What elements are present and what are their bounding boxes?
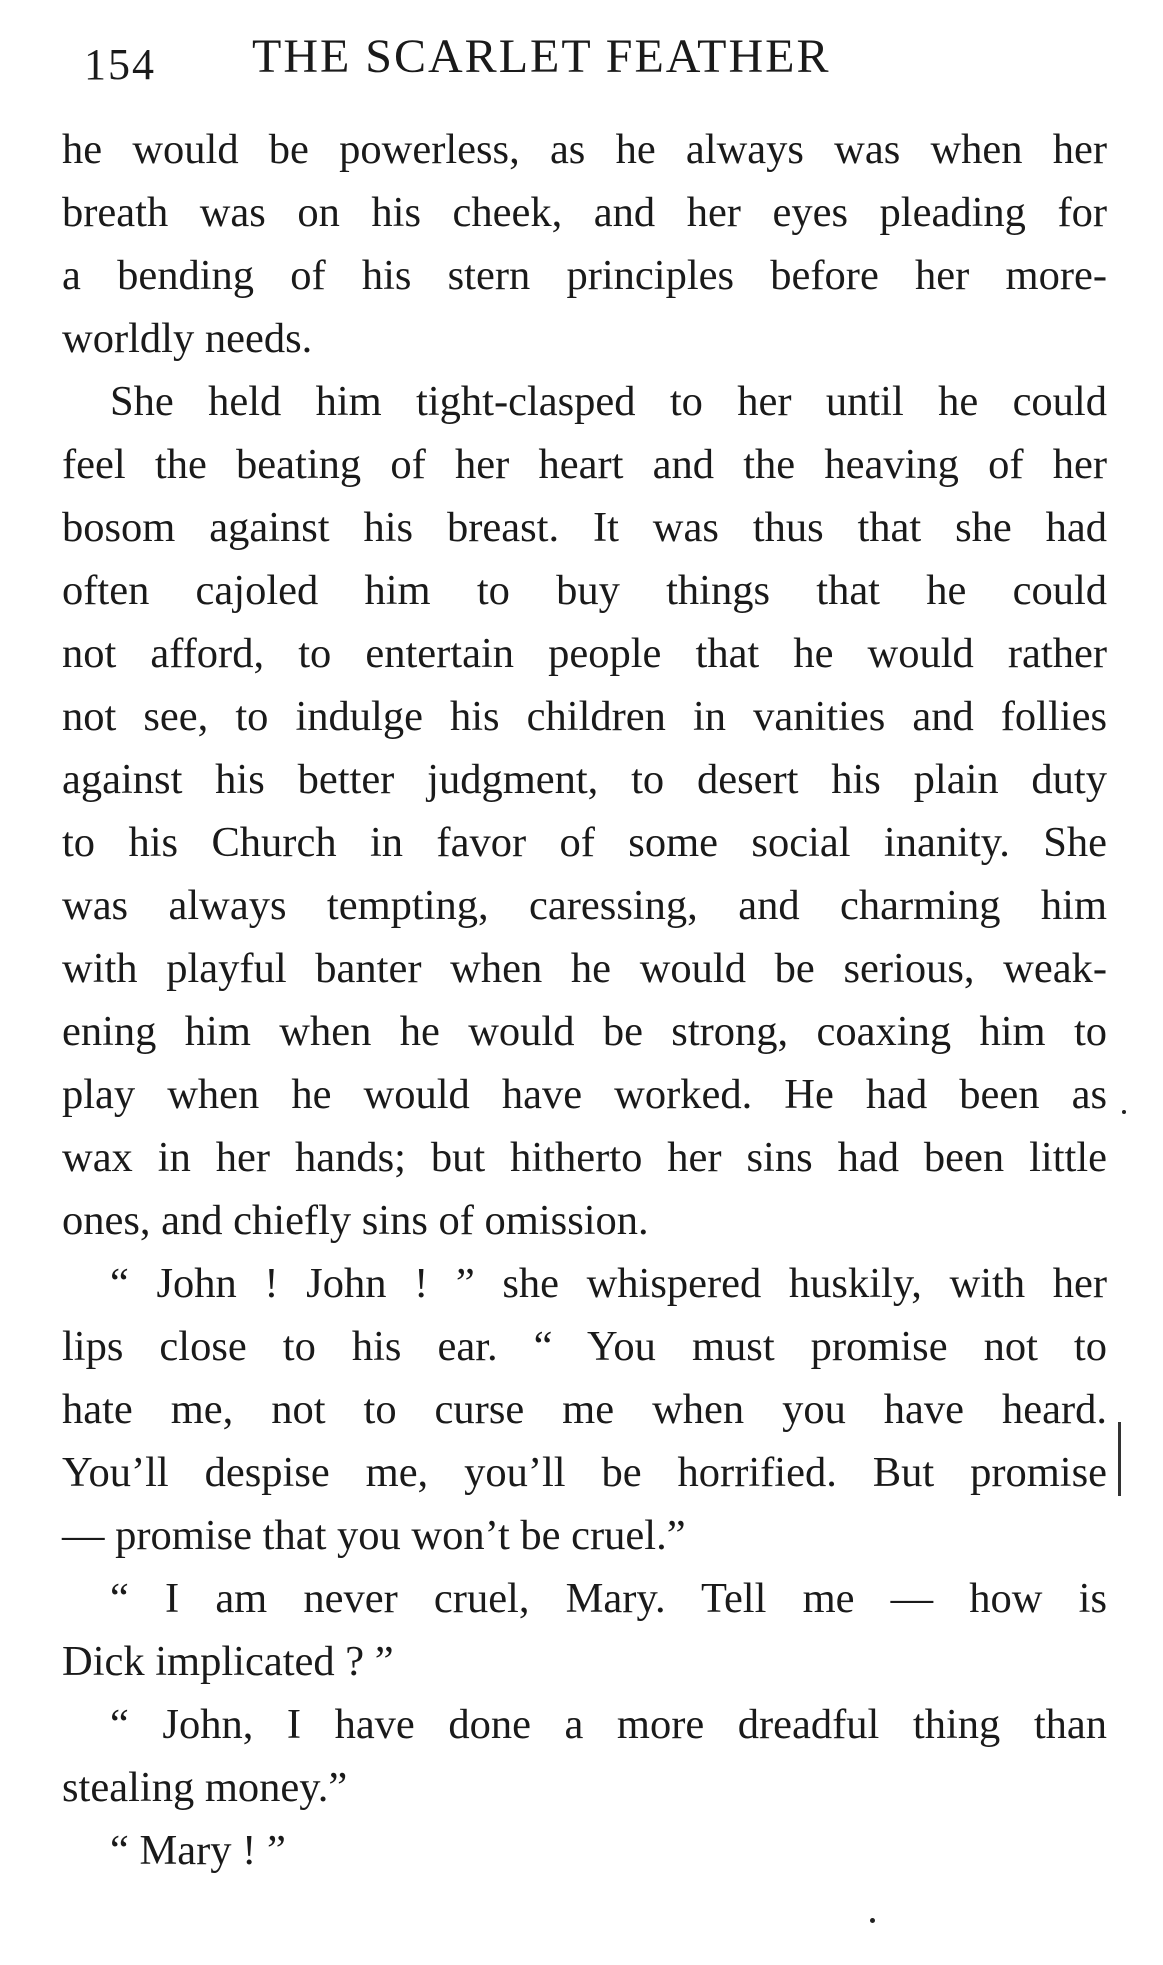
text-line: a bending of his stern principles before her more- [62,252,1107,299]
text-line: often cajoled him to buy things that he could [62,567,1107,614]
margin-mark [1118,1422,1121,1496]
text-line: ones, and chiefly sins of omission. [62,1197,649,1244]
body-text [62,118,1107,1882]
text-line: stealing money.” [62,1764,348,1811]
text-line: breath was on his cheek, and her eyes pleading for [62,189,1107,236]
text-line: “ Mary ! ” [110,1827,286,1874]
text-line: “ John, I have done a more dreadful thing than [110,1701,1107,1748]
text-line: to his Church in favor of some social inanity. She [62,819,1107,866]
page-number: 154 [84,40,156,89]
text-line: “ John ! John ! ” she whispered huskily, with her [110,1260,1107,1307]
text-line: wax in her hands; but hitherto her sins had been little [62,1134,1107,1181]
text-line: feel the beating of her heart and the heaving of her [62,441,1107,488]
text-line: “ I am never cruel, Mary. Tell me — how is [110,1575,1107,1622]
print-speck [1122,1110,1126,1114]
running-title: THE SCARLET FEATHER [252,30,831,83]
text-line: not see, to indulge his children in vanities and follies [62,693,1107,740]
text-line: worldly needs. [62,315,313,362]
print-speck [870,1918,875,1923]
text-line: he would be powerless, as he always was when her [62,126,1107,173]
text-line: lips close to his ear. “ You must promise not to [62,1323,1107,1370]
text-line: hate me, not to curse me when you have heard. [62,1386,1107,1433]
running-head [62,22,1112,92]
text-line: was always tempting, caressing, and charming him [62,882,1107,929]
text-line: not afford, to entertain people that he would rather [62,630,1107,677]
text-line: She held him tight-clasped to her until he could [110,378,1107,425]
text-line: — promise that you won’t be cruel.” [62,1512,686,1559]
text-line: Dick implicated ? ” [62,1638,394,1685]
text-line: against his better judgment, to desert his plain duty [62,756,1107,803]
text-line: bosom against his breast. It was thus that she had [62,504,1107,551]
text-line: play when he would have worked. He had been as [62,1071,1107,1118]
text-line: ening him when he would be strong, coaxing him to [62,1008,1107,1055]
text-line: You’ll despise me, you’ll be horrified. But promise [62,1449,1107,1496]
text-line: with playful banter when he would be serious, weak- [62,945,1107,992]
